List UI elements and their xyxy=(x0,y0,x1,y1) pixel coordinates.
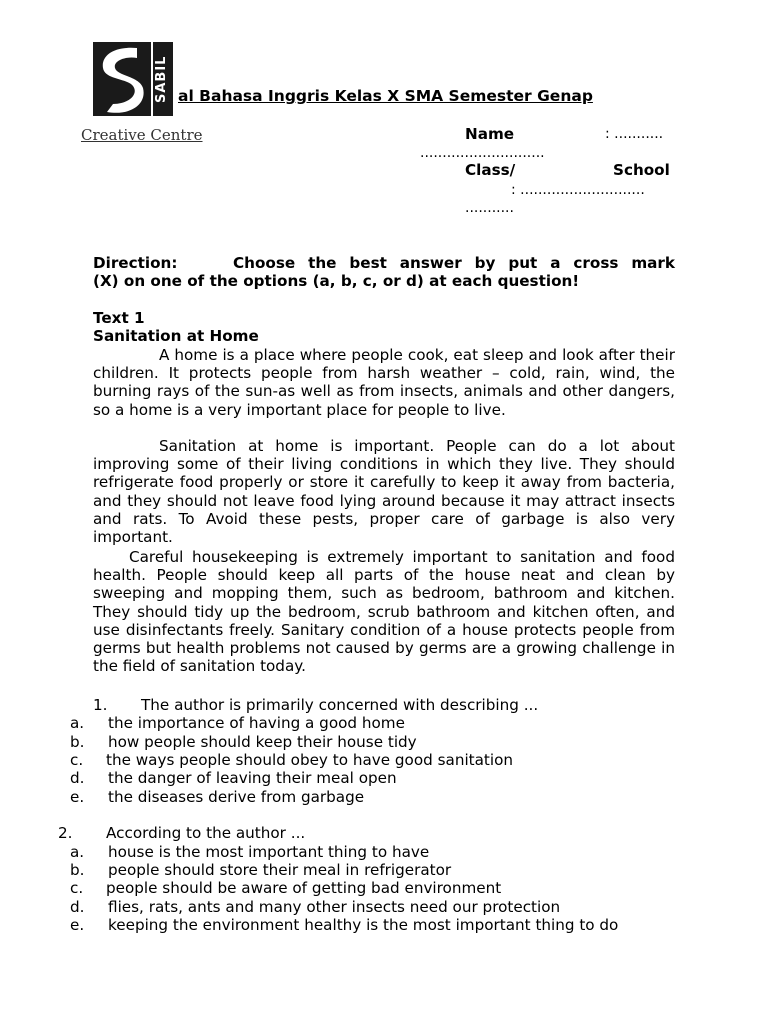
paragraph-1: A home is a place where people cook, eat sleep and look after their children. It protects people from harsh weather – cold, rain, wind, the burning rays of the sun-as well as from insects, animals and other dangers, so a home is a very important place for people to live. xyxy=(93,346,675,419)
option-letter: a. xyxy=(70,843,85,861)
option-letter: a. xyxy=(70,714,85,732)
name-colon: : ........... xyxy=(605,126,664,142)
question-number: 1. xyxy=(93,696,108,714)
question-1 xyxy=(93,696,539,714)
option-letter: c. xyxy=(70,751,84,769)
direction xyxy=(93,254,675,291)
option-text: flies, rats, ants and many other insects need our protection xyxy=(108,898,561,916)
option-text: the importance of having a good home xyxy=(108,714,405,732)
paragraph-2: Sanitation at home is important. People can do a lot about improving some of their living conditions in which they live. They should refrigerate food properly or store it carefully to keep it away from bacteria, and they should not leave food lying around because it may attract insects and rats. To Avoid these pests, proper care of garbage is also very important. xyxy=(93,437,675,547)
name-dots: ............................ xyxy=(420,145,545,161)
question-text: The author is primarily concerned with describing ... xyxy=(141,696,539,714)
option-text: how people should keep their house tidy xyxy=(108,733,417,751)
option-letter: e. xyxy=(70,788,85,806)
paragraph-3: Careful housekeeping is extremely important to sanitation and food health. People should keep all parts of the house neat and clean by sweeping and mopping them, such as bedroom, bathroom and kitchen. They should tidy up the bedroom, scrub bathroom and kitchen often, and use disinfectants freely. Sanitary condition of a house protects people from germs but health problems not caused by germs are a growing challenge in the field of sanitation today. xyxy=(93,548,675,676)
option-text: the danger of leaving their meal open xyxy=(108,769,397,787)
logo-caption: Creative Centre xyxy=(81,126,203,144)
option-text: house is the most important thing to have xyxy=(108,843,430,861)
class-dots: ........... xyxy=(465,200,514,216)
option-text: people should store their meal in refrigerator xyxy=(108,861,452,879)
question-number: 2. xyxy=(58,824,73,842)
option-text: people should be aware of getting bad environment xyxy=(106,879,502,897)
direction-label: Direction: xyxy=(93,254,178,272)
option-letter: b. xyxy=(70,861,85,879)
option-letter: d. xyxy=(70,898,85,916)
class-label: Class/ xyxy=(465,161,516,179)
option-text: the ways people should obey to have good sanitation xyxy=(106,751,514,769)
logo-wordmark: SABIL xyxy=(154,55,169,103)
direction-line2: (X) on one of the options (a, b, c, or d) at each question! xyxy=(93,272,580,291)
option-text: the diseases derive from garbage xyxy=(108,788,365,806)
option-letter: c. xyxy=(70,879,84,897)
text-label: Text 1 xyxy=(93,309,145,327)
class-colon: : ............................ xyxy=(511,182,645,198)
option-letter: b. xyxy=(70,733,85,751)
option-letter: d. xyxy=(70,769,85,787)
direction-line1: Choose the best answer by put a cross mark xyxy=(233,254,675,272)
school-label: School xyxy=(613,161,670,179)
page-title: al Bahasa Inggris Kelas X SMA Semester Genap xyxy=(178,87,593,105)
question-2 xyxy=(58,824,306,842)
sabil-logo xyxy=(93,42,173,116)
option-letter: e. xyxy=(70,916,85,934)
option-text: keeping the environment healthy is the most important thing to do xyxy=(108,916,619,934)
question-text: According to the author ... xyxy=(106,824,306,842)
passage-title: Sanitation at Home xyxy=(93,327,259,345)
name-label: Name xyxy=(465,125,515,143)
